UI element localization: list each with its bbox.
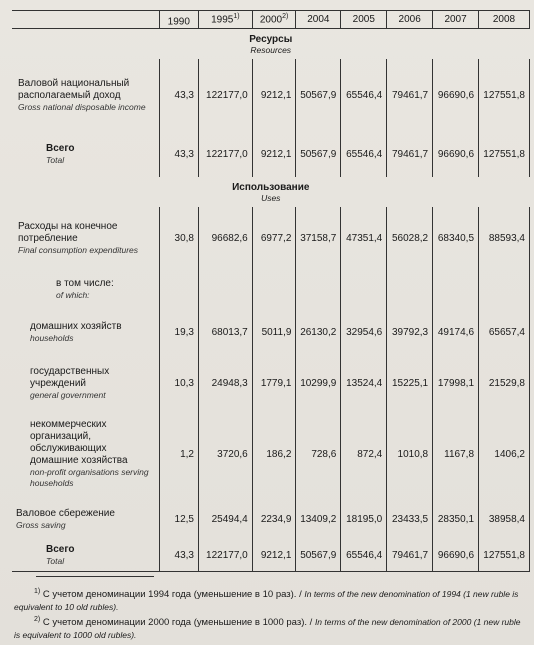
table-cell: 21529,8 [479, 355, 530, 411]
table-cell: 96682,6 [198, 207, 252, 269]
table-cell: 23433,5 [387, 497, 433, 541]
section-resources [12, 29, 530, 60]
table-cell: 79461,7 [387, 541, 433, 571]
table-cell: 127551,8 [479, 59, 530, 131]
table-row: в том числе: of which: [12, 269, 530, 309]
footnote-divider [36, 576, 154, 577]
table-cell: 127551,8 [479, 131, 530, 177]
table-cell: 1167,8 [433, 411, 479, 497]
table-row: некоммерческих организаций, обслуживающих домашние хозяйства non-profit organisations serving households 1,2 3720,6 186,2 728,6 872,4 1010,8 1167,8 1406,2 [12, 411, 530, 497]
table-cell: 96690,6 [433, 541, 479, 571]
table-cell: 127551,8 [479, 541, 530, 571]
table-cell: 96690,6 [433, 59, 479, 131]
table-cell: 6977,2 [252, 207, 296, 269]
table-cell: 186,2 [252, 411, 296, 497]
table-cell: 10299,9 [296, 355, 341, 411]
table-cell: 5011,9 [252, 309, 296, 355]
table-cell: 1406,2 [479, 411, 530, 497]
table-cell: 1779,1 [252, 355, 296, 411]
table-cell: 9212,1 [252, 131, 296, 177]
header-blank [12, 11, 159, 29]
table-cell: 18195,0 [341, 497, 387, 541]
section-subtitle: Resources [250, 44, 292, 55]
table-cell: 15225,1 [387, 355, 433, 411]
table-cell: 43,3 [159, 541, 198, 571]
table-cell: 122177,0 [198, 131, 252, 177]
table-cell: 49174,6 [433, 309, 479, 355]
section-title: Использование [232, 181, 310, 193]
table-cell: 37158,7 [296, 207, 341, 269]
year-header: 2005 [341, 11, 387, 29]
table-cell: 50567,9 [296, 541, 341, 571]
year-header: 2007 [433, 11, 479, 29]
table-cell: 1,2 [159, 411, 198, 497]
year-header: 1995$^{1)}$ [198, 11, 252, 29]
table-cell: 12,5 [159, 497, 198, 541]
section-subtitle: Uses [261, 192, 281, 203]
year-header: 2000$^{2)}$ [252, 11, 296, 29]
table-cell: 65657,4 [479, 309, 530, 355]
table-cell: 26130,2 [296, 309, 341, 355]
section-uses [12, 177, 530, 207]
table-cell: 68013,7 [198, 309, 252, 355]
footnote-1: $^{1)}$ С учетом деноминации 1994 года (уменьшение в 10 раз). / In terms of the new denomination of 1994 (1 new ruble is equivalent to 10 old rubles). [14, 588, 519, 613]
section-title: Ресурсы [249, 33, 293, 45]
data-table [12, 10, 530, 572]
table-cell: 1010,8 [387, 411, 433, 497]
year-header: 2008 [479, 11, 530, 29]
table-cell: 32954,6 [341, 309, 387, 355]
table-row: Всего Total 43,3 122177,0 9212,1 50567,9 65546,4 79461,7 96690,6 127551,8 [12, 131, 530, 177]
table-cell: 728,6 [296, 411, 341, 497]
table-cell: 13409,2 [296, 497, 341, 541]
table-row: домашних хозяйств households 19,3 68013,7 5011,9 26130,2 32954,6 39792,3 49174,6 65657,4 [12, 309, 530, 355]
table-row: Валовой национальный располагаемый доход Gross national disposable income 43,3 122177,0 9212,1 50567,9 65546,4 79461,7 96690,6 127551,8 [12, 59, 530, 131]
table-cell: 122177,0 [198, 59, 252, 131]
table-cell: 65546,4 [341, 59, 387, 131]
table-cell: 9212,1 [252, 59, 296, 131]
table-cell: 9212,1 [252, 541, 296, 571]
table-cell: 19,3 [159, 309, 198, 355]
table-cell: 3720,6 [198, 411, 252, 497]
table-cell: 43,3 [159, 59, 198, 131]
table-row: Расходы на конечное потребление Final consumption expenditures 30,8 96682,6 6977,2 37158,7 47351,4 56028,2 68340,5 88593,4 [12, 207, 530, 269]
table-cell: 43,3 [159, 131, 198, 177]
table-cell: 79461,7 [387, 131, 433, 177]
header-row [12, 11, 530, 29]
table-cell: 25494,4 [198, 497, 252, 541]
year-header: 2004 [296, 11, 341, 29]
table-cell: 13524,4 [341, 355, 387, 411]
table-cell: 50567,9 [296, 131, 341, 177]
table-row: Всего Total 43,3 122177,0 9212,1 50567,9 65546,4 79461,7 96690,6 127551,8 [12, 541, 530, 571]
table-row: государственных учреждений general government 10,3 24948,3 1779,1 10299,9 13524,4 15225,1 17998,1 21529,8 [12, 355, 530, 411]
table-cell: 65546,4 [341, 541, 387, 571]
table-cell: 47351,4 [341, 207, 387, 269]
table-cell: 96690,6 [433, 131, 479, 177]
table-cell: 28350,1 [433, 497, 479, 541]
footnote-2: $^{2)}$ С учетом деноминации 2000 года (уменьшение в 1000 раз). / In terms of the new denomination of 2000 (1 new ruble is equivalent to 1000 old rubles). [14, 616, 521, 641]
year-header: 1990 [159, 11, 198, 29]
table-cell: 38958,4 [479, 497, 530, 541]
table-cell: 65546,4 [341, 131, 387, 177]
year-header: 2006 [387, 11, 433, 29]
table-cell: 79461,7 [387, 59, 433, 131]
table-cell: 56028,2 [387, 207, 433, 269]
table-row: Валовое сбережение Gross saving 12,5 25494,4 2234,9 13409,2 18195,0 23433,5 28350,1 38958,4 [12, 497, 530, 541]
table-cell: 24948,3 [198, 355, 252, 411]
table-cell: 17998,1 [433, 355, 479, 411]
table-cell: 872,4 [341, 411, 387, 497]
table-cell: 39792,3 [387, 309, 433, 355]
table-cell: 10,3 [159, 355, 198, 411]
table-cell: 88593,4 [479, 207, 530, 269]
table-cell: 122177,0 [198, 541, 252, 571]
table-cell: 2234,9 [252, 497, 296, 541]
table-cell: 50567,9 [296, 59, 341, 131]
table-cell: 30,8 [159, 207, 198, 269]
table-cell: 68340,5 [433, 207, 479, 269]
